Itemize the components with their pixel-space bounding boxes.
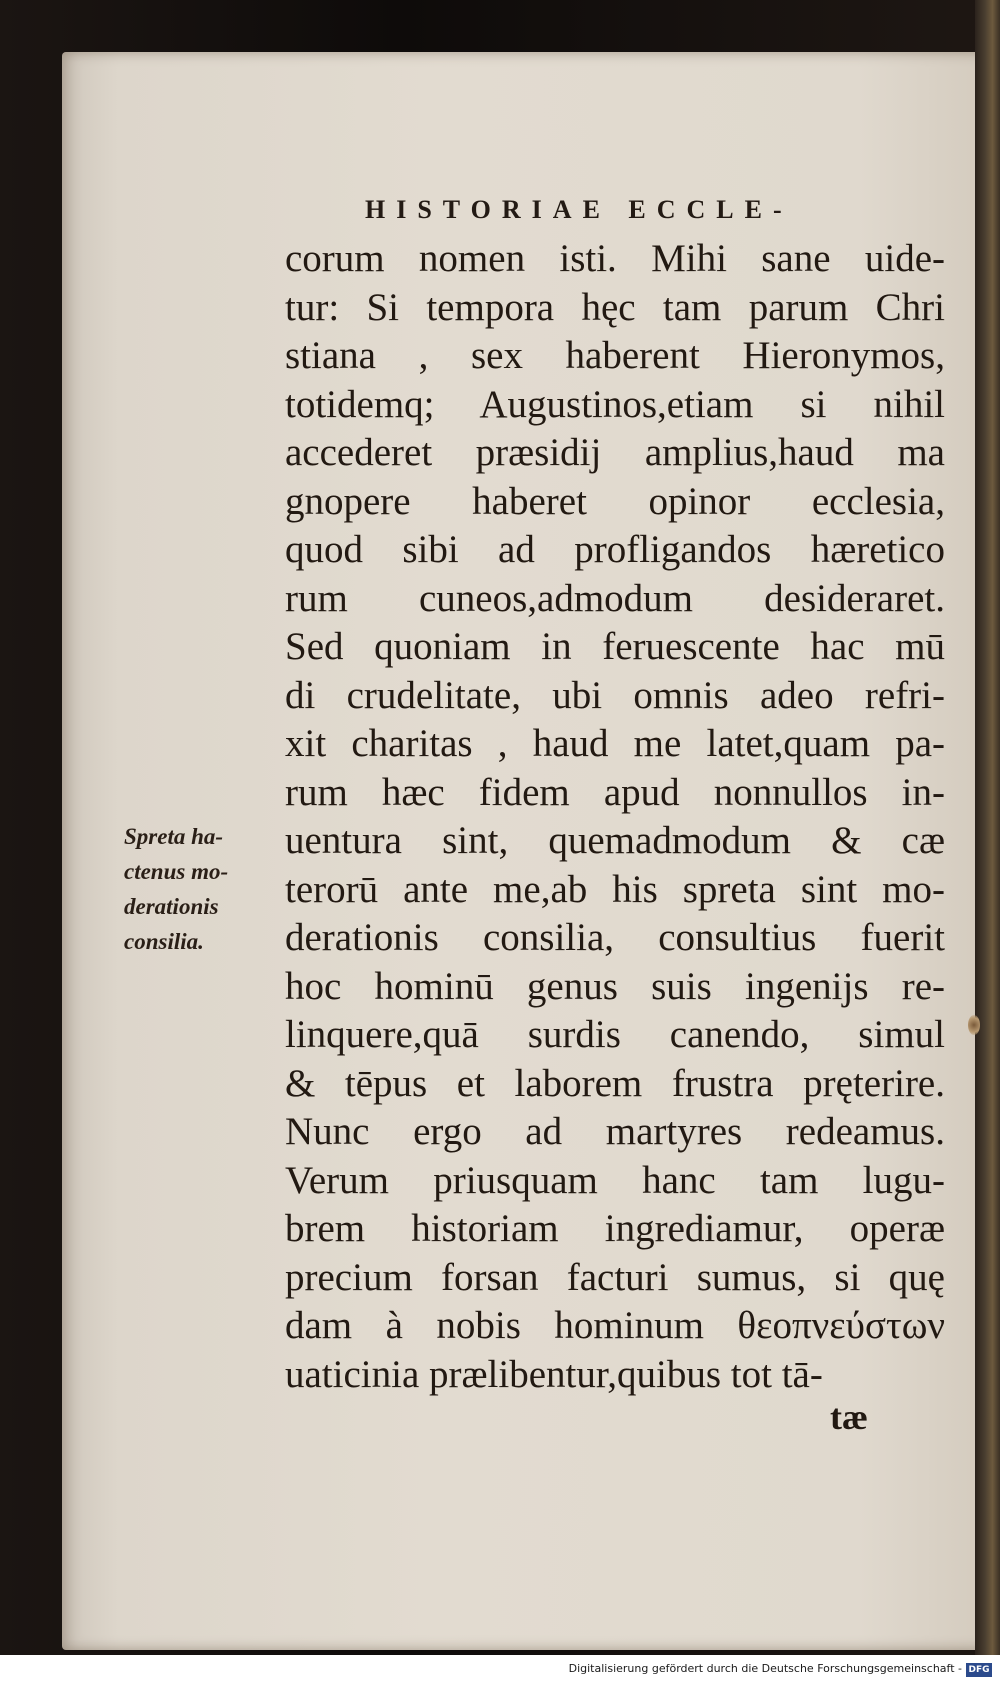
text-line: terorū ante me,ab his spreta sint mo- <box>285 867 945 911</box>
text-line: linquere,quā surdis canendo, simul <box>285 1013 945 1056</box>
footer-credit: Digitalisierung gefördert durch die Deutsche Forschungsgemeinschaft - <box>568 1662 962 1675</box>
catchword: tæ <box>830 1397 868 1437</box>
text-line: rum cuneos,admodum desideraret. <box>285 576 945 620</box>
text-line: hoc hominū genus suis ingenijs re- <box>285 964 945 1008</box>
ink-stain <box>968 1015 980 1035</box>
text-line: xit charitas , haud me latet,quam pa- <box>285 722 945 765</box>
text-line: brem historiam ingrediamur, operæ <box>285 1207 945 1250</box>
text-line: uaticinia prælibentur,quibus tot tā- <box>285 1352 823 1396</box>
book-fore-edge <box>975 0 1000 1655</box>
marginal-note-line: consilia. <box>124 929 204 954</box>
digitization-footer <box>0 1655 1000 1685</box>
text-line: derationis consilia, consultius fuerit <box>285 916 945 959</box>
text-line: uentura sint, quemadmodum & cæ <box>285 819 945 862</box>
text-line: corum nomen isti. Mihi sane uide- <box>285 237 945 280</box>
text-line: accederet præsidij amplius,haud ma <box>285 431 945 474</box>
text-line: dam à nobis hominum θεοπνεύστων <box>285 1304 945 1347</box>
text-line: Verum priusquam hanc tam lugu- <box>285 1158 945 1202</box>
text-line: precium forsan facturi sumus, si quę <box>285 1255 945 1299</box>
dfg-logo: DFG <box>966 1663 992 1677</box>
marginal-note <box>124 819 274 959</box>
marginal-note-line: derationis <box>124 894 219 919</box>
text-line: totidemq; Augustinos,etiam si nihil <box>285 382 945 426</box>
text-line: gnopere haberet opinor ecclesia, <box>285 479 945 523</box>
text-line: stiana , sex haberent Hieronymos, <box>285 334 945 377</box>
text-line: quod sibi ad profligandos hæretico <box>285 528 945 571</box>
text-line: & tēpus et laborem frustra pręterire. <box>285 1061 945 1105</box>
text-line: Nunc ergo ad martyres redeamus. <box>285 1110 945 1153</box>
main-text <box>285 235 945 1399</box>
marginal-note-line: ctenus mo- <box>124 859 229 884</box>
text-line: rum hæc fidem apud nonnullos in- <box>285 770 945 814</box>
text-line: Sed quoniam in feruescente hac mū <box>285 625 945 668</box>
text-line: di crudelitate, ubi omnis adeo refri- <box>285 673 945 717</box>
running-head: HISTORIAE ECCLE- <box>365 195 793 224</box>
marginal-note-line: Spreta ha- <box>124 824 224 849</box>
text-line: tur: Si tempora hęc tam parum Chri <box>285 285 945 329</box>
